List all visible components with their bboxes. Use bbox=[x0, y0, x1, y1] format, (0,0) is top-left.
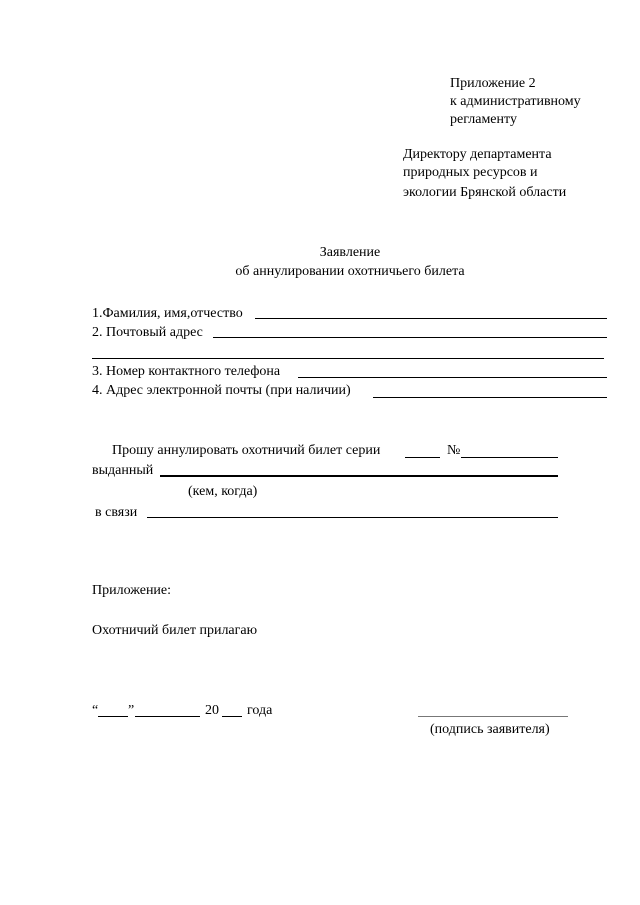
year-input-line[interactable] bbox=[222, 716, 242, 717]
month-input-line[interactable] bbox=[135, 716, 200, 717]
quote-close: ” bbox=[128, 703, 135, 718]
annex-line-3: регламенту bbox=[450, 112, 517, 127]
email-input-line[interactable] bbox=[373, 397, 607, 398]
document-title: Заявление bbox=[319, 245, 381, 260]
year-prefix: 20 bbox=[205, 703, 219, 718]
field-label-email: 4. Адрес электронной почты (при наличии) bbox=[92, 383, 351, 398]
phone-input-line[interactable] bbox=[298, 377, 607, 378]
issued-input-line[interactable] bbox=[160, 475, 558, 477]
series-input-line[interactable] bbox=[405, 457, 440, 458]
issued-hint: (кем, когда) bbox=[188, 484, 258, 499]
addressee-line-1: Директору департамента bbox=[403, 147, 552, 162]
postal-input-line[interactable] bbox=[213, 337, 607, 338]
fio-input-line[interactable] bbox=[255, 318, 607, 319]
signature-line[interactable] bbox=[418, 716, 568, 717]
addressee-line-2: природных ресурсов и bbox=[403, 165, 538, 180]
number-input-line[interactable] bbox=[461, 457, 558, 458]
field-label-postal: 2. Почтовый адрес bbox=[92, 325, 203, 340]
field-label-phone: 3. Номер контактного телефона bbox=[92, 364, 281, 379]
document-subtitle: об аннулировании охотничьего билета bbox=[235, 264, 465, 279]
annex-line-1: Приложение 2 bbox=[450, 76, 536, 91]
issued-label: выданный bbox=[92, 463, 154, 478]
annex-line-2: к административному bbox=[450, 94, 581, 109]
request-text: Прошу аннулировать охотничий билет серии bbox=[112, 443, 381, 458]
number-sign: № bbox=[447, 443, 461, 458]
signature-label: (подпись заявителя) bbox=[430, 722, 550, 737]
postal-input-line-2[interactable] bbox=[92, 358, 604, 359]
reason-input-line[interactable] bbox=[147, 517, 558, 518]
day-input-line[interactable] bbox=[98, 716, 128, 717]
year-suffix: года bbox=[247, 703, 273, 718]
attachment-text: Охотничий билет прилагаю bbox=[92, 623, 258, 638]
field-label-fio: 1.Фамилия, имя,отчество bbox=[92, 306, 243, 321]
reason-label: в связи bbox=[95, 505, 138, 520]
attachment-label: Приложение: bbox=[92, 583, 172, 598]
quote-open: “ bbox=[92, 703, 99, 718]
addressee-line-3: экологии Брянской области bbox=[403, 185, 567, 200]
